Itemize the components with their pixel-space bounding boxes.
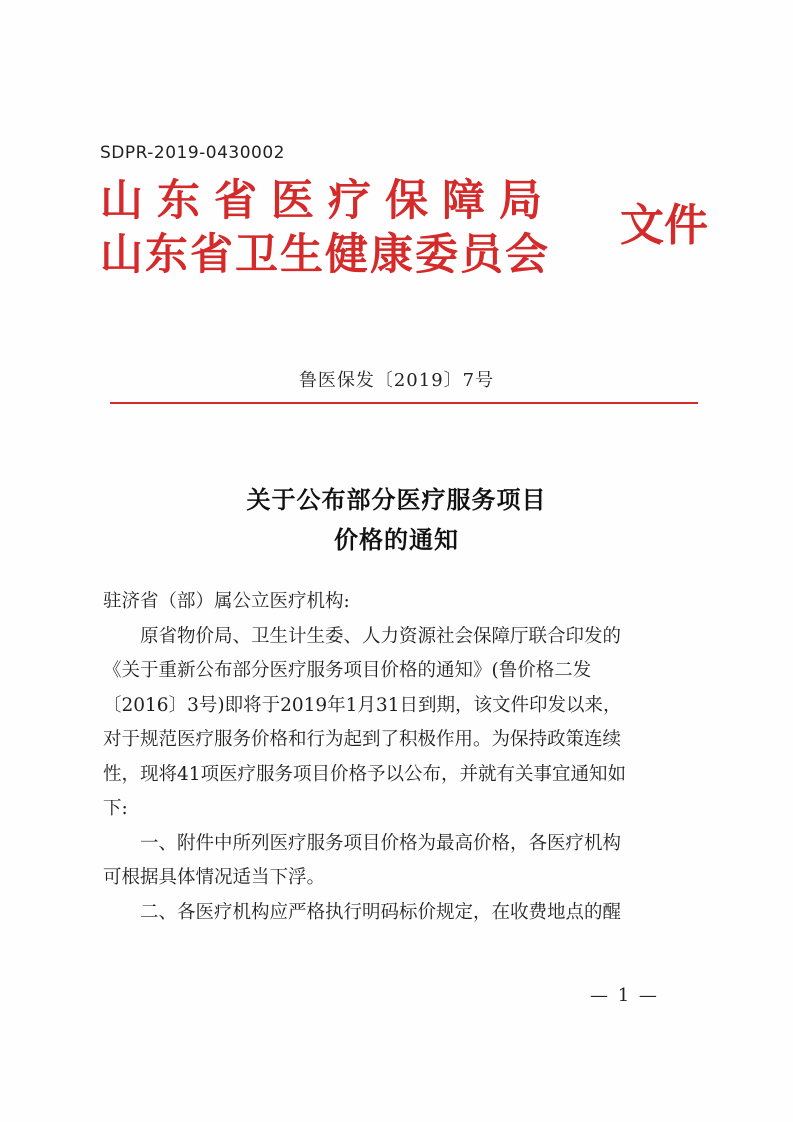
red-divider-line	[110, 402, 698, 404]
document-code: SDPR-2019-0430002	[100, 143, 285, 163]
body-line: 《关于重新公布部分医疗服务项目价格的通知》(鲁价格二发	[103, 660, 592, 681]
body-line: 性，现将41项医疗服务项目价格予以公布，并就有关事宜通知如	[103, 763, 627, 785]
body-line: 原省物价局、卫生计生委、人力资源社会保障厅联合印发的	[140, 625, 622, 647]
body-line: 〔2016〕3号)即将于2019年1月31日到期，该文件印发以来，	[103, 694, 622, 716]
addressee: 驻济省（部）属公立医疗机构:	[103, 591, 350, 612]
issuer-header	[100, 172, 720, 282]
body-line: 对于规范医疗服务价格和行为起到了积极作用。为保持政策连续	[103, 729, 622, 750]
document-number: 鲁医保发〔2019〕7号	[298, 370, 495, 391]
body-line: 一、附件中所列医疗服务项目价格为最高价格，各医疗机构	[140, 832, 622, 854]
document-title-line-1: 关于公布部分医疗服务项目	[246, 485, 547, 514]
page-number: — 1 —	[590, 985, 659, 1006]
document-body	[103, 585, 668, 930]
issuer-name-1: 山东省医疗保障局	[100, 176, 556, 226]
body-line: 下:	[103, 798, 128, 819]
document-title-line-2: 价格的通知	[334, 525, 459, 554]
issuer-name-2: 山东省卫生健康委员会	[100, 230, 550, 280]
document-type-suffix: 文件	[620, 200, 708, 251]
body-line: 可根据具体情况适当下浮。	[103, 867, 326, 888]
body-line: 二、各医疗机构应严格执行明码标价规定，在收费地点的醒	[140, 901, 622, 923]
